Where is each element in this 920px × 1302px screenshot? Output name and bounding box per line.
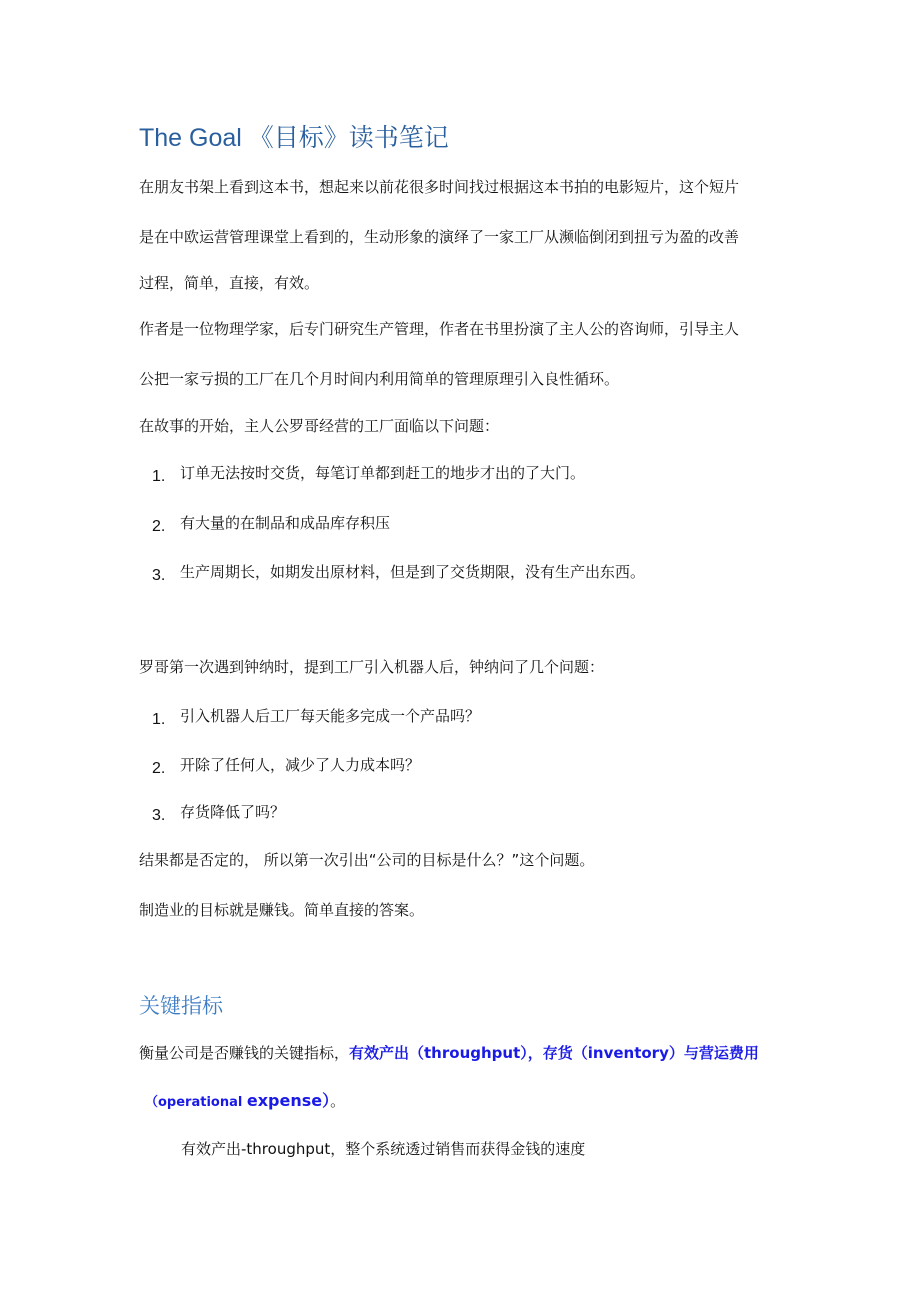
result-line: 结果都是否定的， 所以第一次引出“公司的目标是什么？”这个问题。 — [139, 851, 595, 869]
throughput-definition: 有效产出-throughput，整个系统透过销售而获得金钱的速度 — [181, 1140, 586, 1158]
list-item — [152, 562, 645, 583]
list-item — [152, 755, 420, 776]
list-text: 开除了任何人，减少了人力成本吗？ — [180, 756, 421, 774]
list-number: 2. — [152, 518, 166, 535]
intro-line-1: 在朋友书架上看到这本书，想起来以前花很多时间找过根据这本书拍的电影短片，这个短片 — [139, 178, 740, 196]
intro-line-2: 是在中欧运营管理课堂上看到的，生动形象的演绎了一家工厂从濒临倒闭到扭亏为盈的改善 — [139, 228, 740, 246]
metrics-prefix: 衡量公司是否赚钱的关键指标， — [139, 1044, 350, 1062]
section-heading: 关键指标 — [139, 994, 223, 1018]
list-number: 2. — [152, 760, 166, 777]
metrics-highlight-2b: expense） — [246, 1091, 331, 1110]
list-text: 存货降低了吗？ — [180, 803, 286, 821]
document-title: The Goal 《目标》读书笔记 — [139, 124, 449, 152]
goal-line: 制造业的目标就是赚钱。简单直接的答案。 — [139, 901, 425, 919]
metrics-line2-end: 。 — [330, 1092, 346, 1110]
metrics-line-1 — [139, 1043, 759, 1063]
problems-intro: 在故事的开始，主人公罗哥经营的工厂面临以下问题： — [139, 417, 500, 435]
list-number: 3. — [152, 807, 166, 824]
list-number: 1. — [152, 711, 166, 728]
list-text: 引入机器人后工厂每天能多完成一个产品吗？ — [180, 707, 481, 725]
questions-intro: 罗哥第一次遇到钟纳时，提到工厂引入机器人后，钟纳问了几个问题： — [139, 658, 605, 676]
list-text: 有大量的在制品和成品库存积压 — [180, 514, 391, 532]
metrics-line-2 — [145, 1091, 345, 1113]
list-number: 3. — [152, 567, 166, 584]
author-line-2: 公把一家亏损的工厂在几个月时间内利用简单的管理原理引入良性循环。 — [139, 370, 620, 388]
list-number: 1. — [152, 468, 166, 485]
list-text: 订单无法按时交货，每笔订单都到赶工的地步才出的了大门。 — [180, 464, 586, 482]
list-item — [152, 802, 285, 823]
list-text: 生产周期长，如期发出原材料，但是到了交货期限，没有生产出东西。 — [180, 563, 646, 581]
metrics-highlight-2a: （operational — [145, 1095, 247, 1110]
metrics-highlight: 有效产出（throughput），存货（inventory）与营运费用 — [349, 1044, 759, 1062]
list-item — [152, 463, 585, 484]
intro-line-3: 过程，简单，直接，有效。 — [139, 274, 320, 292]
list-item — [152, 513, 390, 534]
list-item — [152, 706, 480, 727]
author-line-1: 作者是一位物理学家，后专门研究生产管理，作者在书里扮演了主人公的咨询师，引导主人 — [139, 320, 740, 338]
